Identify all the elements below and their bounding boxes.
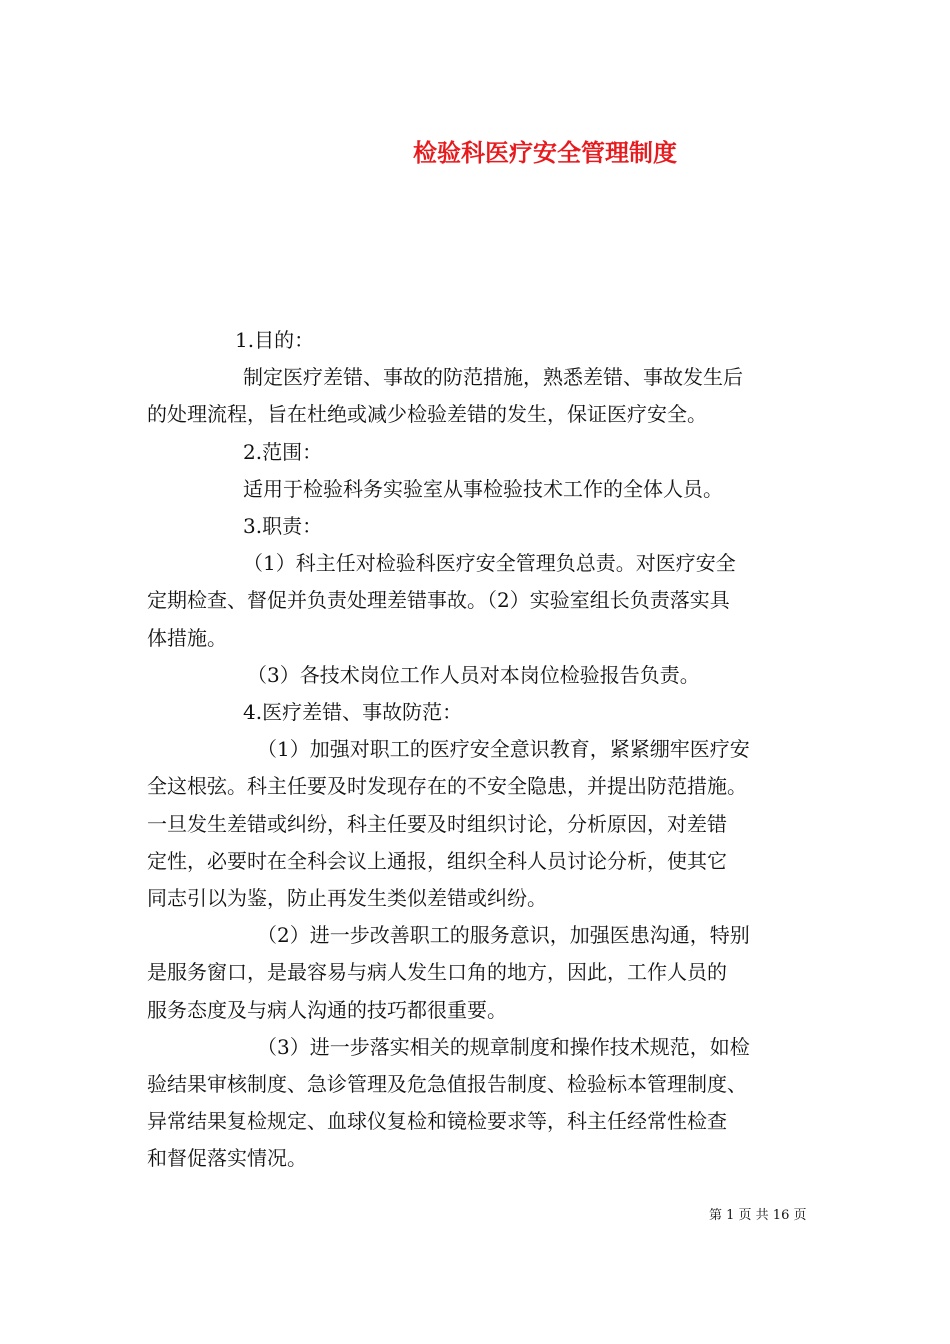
paragraph-line: 全这根弦。科主任要及时发现存在的不安全隐患，并提出防范措施。 bbox=[147, 774, 747, 799]
paragraph-line: 适用于检验科务实验室从事检验技术工作的全体人员。 bbox=[243, 476, 723, 501]
paragraph-line: 的处理流程，旨在杜绝或减少检验差错的发生，保证医疗安全。 bbox=[147, 402, 707, 427]
paragraph-line: 和督促落实情况。 bbox=[147, 1146, 307, 1171]
section-heading-duties: 3.职责： bbox=[243, 514, 323, 539]
document-title: 检验科医疗安全管理制度 bbox=[413, 139, 677, 167]
section-heading-scope: 2.范围： bbox=[243, 439, 323, 464]
paragraph-line: 服务态度及与病人沟通的技巧都很重要。 bbox=[147, 997, 507, 1022]
section-heading-purpose: 1.目的： bbox=[235, 328, 315, 352]
paragraph-line: 一旦发生差错或纠纷，科主任要及时组织讨论，分析原因，对差错 bbox=[147, 811, 727, 836]
paragraph-line: 验结果审核制度、急诊管理及危急值报告制度、检验标本管理制度、 bbox=[147, 1072, 747, 1097]
page-number: 第 1 页 共 16 页 bbox=[709, 1208, 807, 1223]
paragraph-line: （1）加强对职工的医疗安全意识教育，紧紧绷牢医疗安 bbox=[257, 737, 750, 762]
paragraph-line: （3）进一步落实相关的规章制度和操作技术规范，如检 bbox=[257, 1034, 750, 1059]
document-body bbox=[147, 322, 809, 1178]
paragraph-line: 制定医疗差错、事故的防范措施，熟悉差错、事故发生后 bbox=[243, 365, 743, 390]
paragraph-line: （2）进一步改善职工的服务意识，加强医患沟通，特别 bbox=[257, 923, 750, 948]
section-heading-prevention: 4.医疗差错、事故防范： bbox=[243, 700, 463, 725]
paragraph-line: 定性，必要时在全科会议上通报，组织全科人员讨论分析，使其它 bbox=[147, 848, 727, 873]
paragraph-line: （1）科主任对检验科医疗安全管理负总责。对医疗安全 bbox=[243, 551, 736, 576]
paragraph-line: 定期检查、督促并负责处理差错事故。（2）实验室组长负责落实具 bbox=[147, 588, 730, 613]
paragraph-line: 体措施。 bbox=[147, 625, 227, 650]
paragraph-line: （3）各技术岗位工作人员对本岗位检验报告负责。 bbox=[247, 662, 700, 687]
paragraph-line: 异常结果复检规定、血球仪复检和镜检要求等，科主任经常性检查 bbox=[147, 1109, 727, 1134]
paragraph-line: 同志引以为鉴，防止再发生类似差错或纠纷。 bbox=[147, 886, 547, 911]
paragraph-line: 是服务窗口，是最容易与病人发生口角的地方，因此，工作人员的 bbox=[147, 960, 727, 985]
